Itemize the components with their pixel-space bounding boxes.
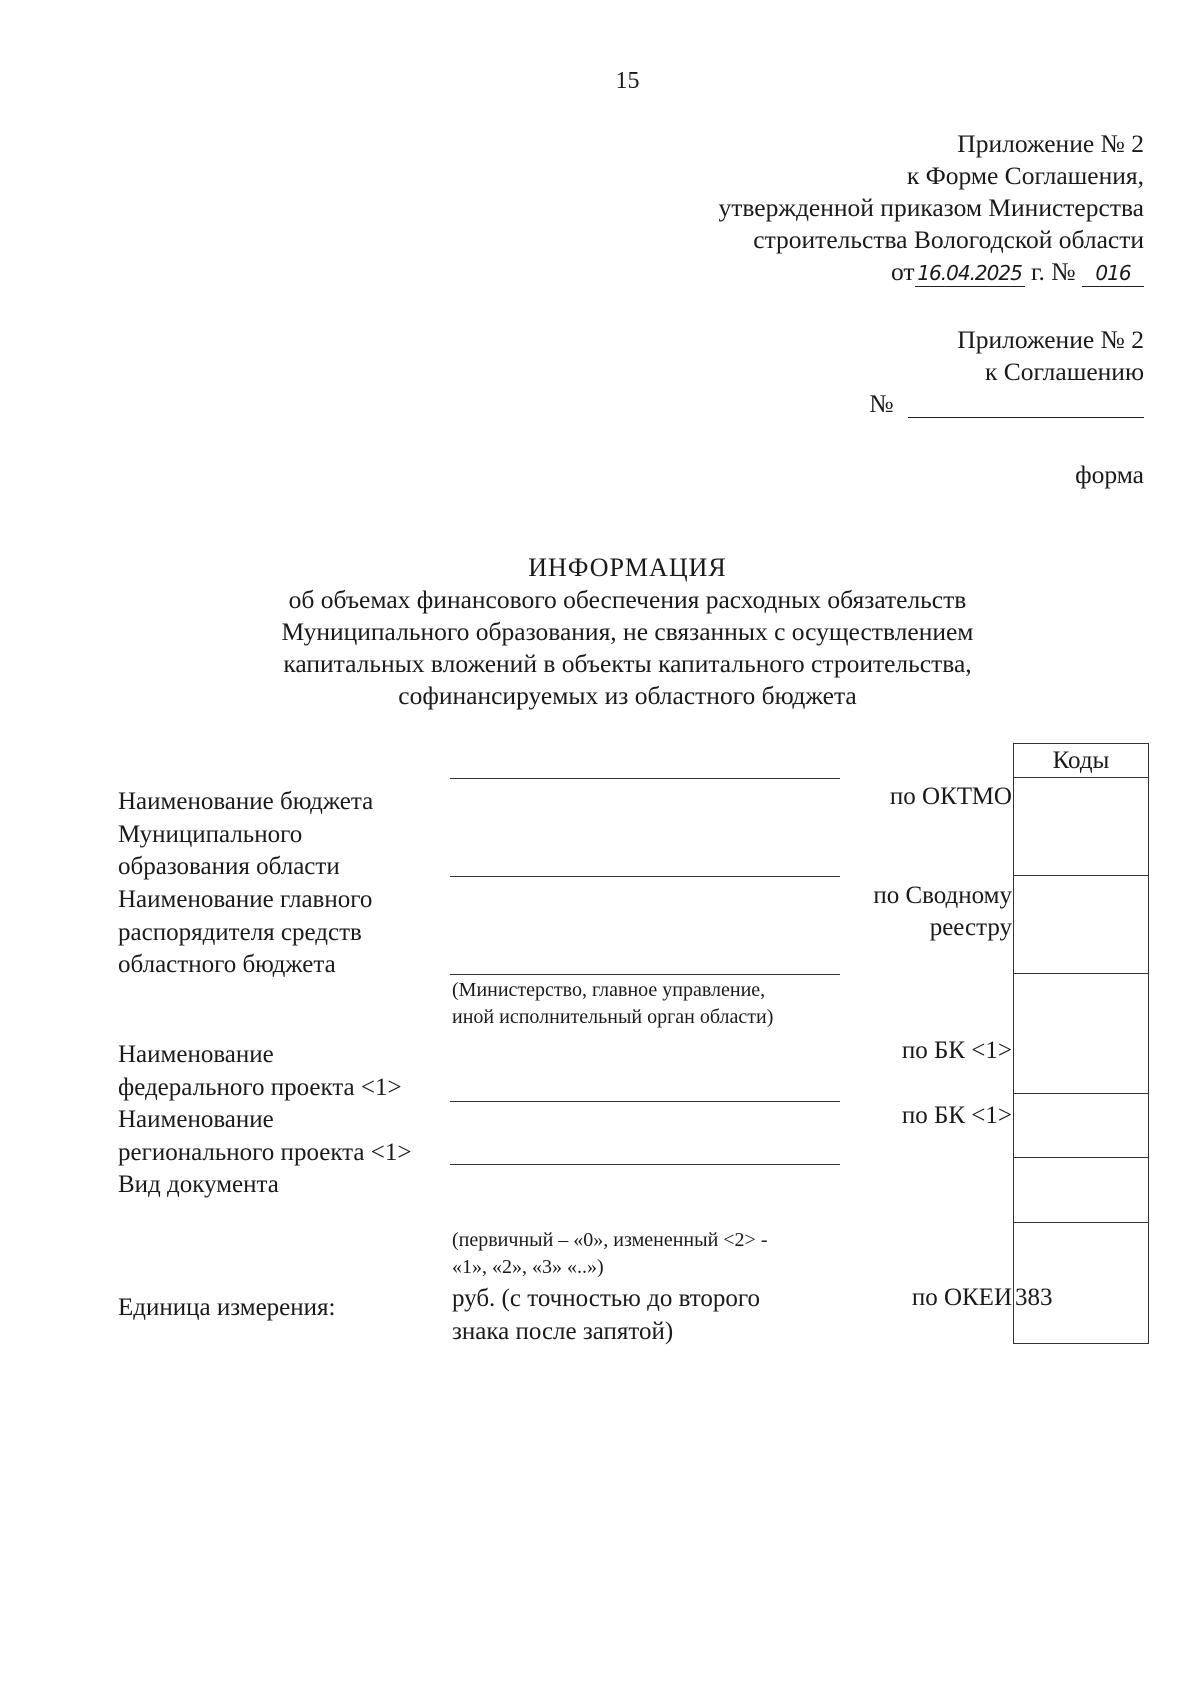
- gr-hint: [452, 977, 773, 1031]
- title-line-3: капитальных вложений в объекты капитального строительства,: [283, 649, 972, 678]
- order-number: 016: [1082, 260, 1144, 287]
- unit-label: Единица измерения:: [118, 1294, 336, 1321]
- code-cell-doc-type[interactable]: [1013, 1157, 1149, 1223]
- gr-hint-line-2: иной исполнительный орган области): [452, 1006, 774, 1028]
- code-cell-oktmo[interactable]: [1013, 777, 1149, 876]
- unit-value: [452, 1282, 760, 1348]
- federal-project-line-2: федерального проекта <1>: [118, 1073, 402, 1101]
- header-line-4: строительства Вологодской области: [753, 225, 1144, 254]
- regional-project-input-line[interactable]: [450, 1164, 840, 1165]
- title-main: ИНФОРМАЦИЯ: [528, 553, 727, 582]
- title-line-2: Муниципального образования, не связанных с осуществлением: [281, 617, 974, 646]
- blank-line-top[interactable]: [450, 778, 840, 779]
- gr-hint-line-1: (Министерство, главное управление,: [452, 979, 766, 1001]
- header-line-3: утвержденной приказом Министерства: [718, 193, 1144, 222]
- okei-code: 383: [1015, 1284, 1053, 1311]
- gr-name-line-3: областного бюджета: [118, 951, 336, 978]
- codes-header: Коды: [1013, 743, 1149, 777]
- appendix-number-line: [869, 388, 1144, 420]
- regional-project-line-1: Наименование: [118, 1106, 274, 1133]
- svod-label: [873, 880, 1012, 944]
- date-value: 16.04.2025: [915, 260, 1025, 287]
- budget-name-input-line[interactable]: [450, 876, 840, 877]
- appendix-number-label: №: [869, 389, 894, 418]
- unit-value-line-2: знака после запятой): [452, 1318, 674, 1345]
- code-cell-svod[interactable]: [1013, 875, 1149, 974]
- bk-federal-label: по БК <1>: [901, 1037, 1012, 1064]
- date-prefix: от: [891, 257, 915, 286]
- title-line-1: об объемах финансового обеспечения расходных обязательств: [288, 585, 967, 614]
- header-line-2: к Форме Соглашения,: [906, 161, 1144, 190]
- doc-type-hint: [452, 1227, 768, 1281]
- budget-name-label: [118, 786, 373, 884]
- federal-project-label: [118, 1039, 402, 1104]
- doc-type-label: Вид документа: [118, 1171, 279, 1198]
- svod-label-line-2: реестру: [929, 914, 1012, 941]
- date-suffix: г. №: [1030, 257, 1076, 286]
- header-date-line: [718, 256, 1144, 288]
- appendix-block: [869, 324, 1144, 420]
- oktmo-label: по ОКТМО: [889, 783, 1012, 810]
- gr-name-line-1: Наименование главного: [118, 886, 373, 913]
- budget-name-line-1: Наименование бюджета: [118, 788, 374, 815]
- budget-name-line-3: образования области: [118, 853, 340, 880]
- federal-project-line-1: Наименование: [118, 1041, 274, 1068]
- form-label: форма: [1075, 460, 1144, 489]
- gr-name-label: [118, 884, 372, 982]
- svod-label-line-1: по Сводному: [873, 882, 1012, 909]
- appendix-number-field: [908, 391, 1144, 418]
- header-block: [718, 128, 1144, 288]
- header-line-1: Приложение № 2: [957, 129, 1144, 158]
- title-line-4: софинансируемых из областного бюджета: [398, 681, 857, 710]
- federal-project-input-line[interactable]: [450, 1101, 840, 1102]
- doc-type-hint-line-1: (первичный – «0», измененный <2> -: [452, 1229, 768, 1251]
- code-cell-bk-regional[interactable]: [1013, 1093, 1149, 1158]
- unit-value-line-1: руб. (с точностью до второго: [452, 1285, 760, 1312]
- appendix-line-1: Приложение № 2: [957, 325, 1144, 354]
- gr-name-input-line[interactable]: [450, 974, 840, 975]
- regional-project-label: [118, 1104, 411, 1169]
- doc-type-hint-line-2: «1», «2», «3» «..»): [452, 1256, 604, 1278]
- code-cell-bk-federal[interactable]: [1013, 973, 1149, 1094]
- appendix-line-2: к Соглашению: [984, 357, 1144, 386]
- page-number: 15: [615, 68, 640, 94]
- gr-name-line-2: распорядителя средств: [118, 918, 362, 946]
- bk-regional-label: по БК <1>: [901, 1102, 1012, 1129]
- regional-project-line-2: регионального проекта <1>: [118, 1138, 412, 1166]
- document-title: [0, 552, 1200, 712]
- okei-label: по ОКЕИ: [911, 1284, 1012, 1311]
- budget-name-line-2: Муниципального: [118, 820, 303, 848]
